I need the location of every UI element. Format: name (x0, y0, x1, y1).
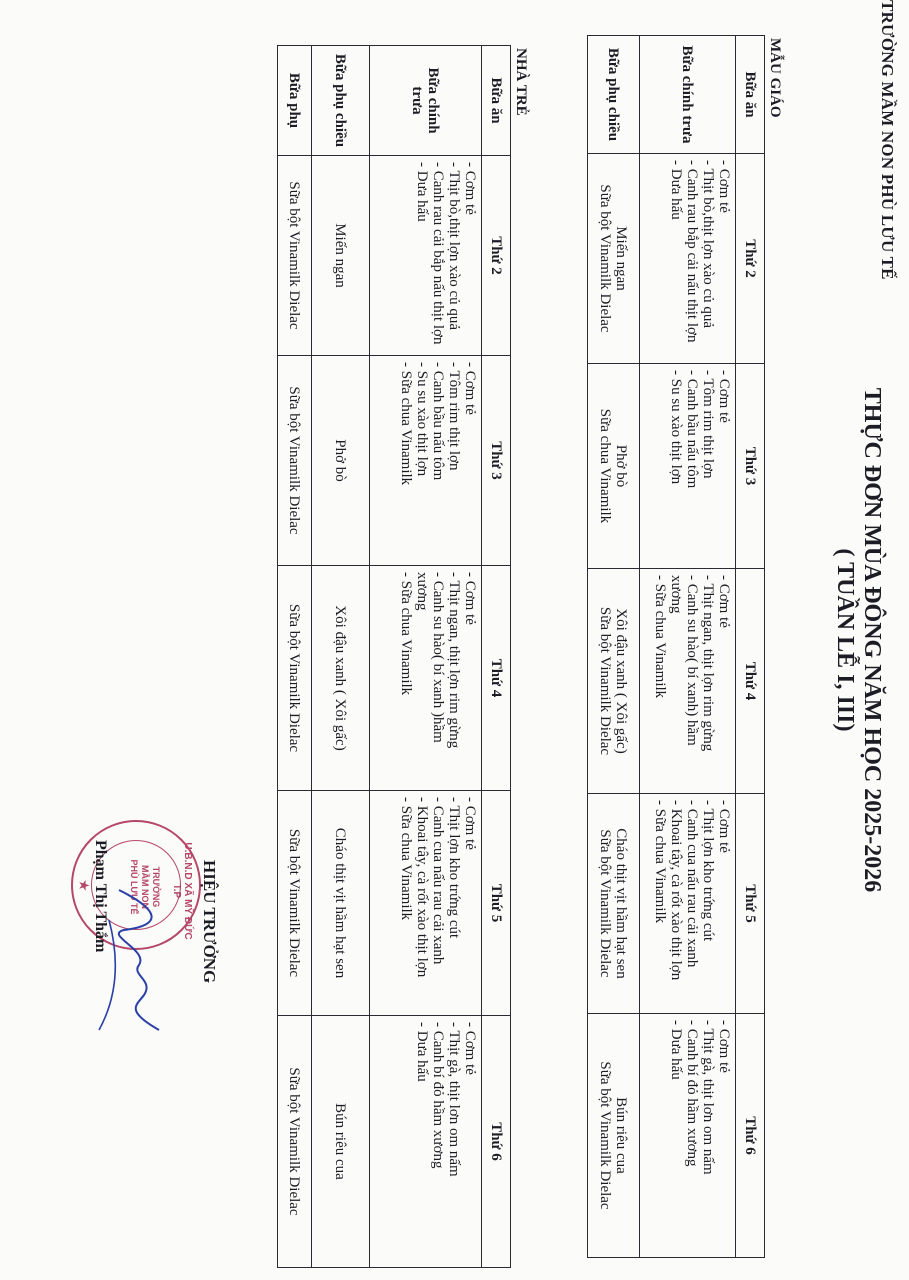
dish-item: - Su su xào thịt lợn (668, 370, 684, 485)
dish-item: - Cơm tẻ (462, 1022, 478, 1075)
section-label-mau-giao: MẪU GIÁO (767, 38, 783, 118)
dish-item: - Sữa chua Vinamilk (398, 572, 414, 696)
dish-item: Sữa chua Vinamilk (597, 408, 614, 524)
document-title (831, 380, 885, 900)
dish-item: Miến ngan (613, 226, 630, 291)
dish-item: - Khoai tây, cà rốt xào thịt lợn (414, 797, 430, 978)
menu-cell (370, 1016, 482, 1268)
stamp-ring-text: U.B.N.D XÃ MỸ ĐỨC T.P (171, 842, 193, 940)
dish-item: - Thịt gà, thịt lơn om nấm (700, 1020, 716, 1175)
dish-item: - Cơm tẻ (716, 800, 732, 853)
dish-item: - Cơm tẻ (716, 370, 732, 423)
menu-cell (640, 364, 736, 569)
dish-item: - Canh su hào( bí xanh )hầm xương (414, 572, 446, 743)
dish-item: - Canh su hào( bí xanh) hầm xương (668, 575, 700, 746)
dish-item: - Thịt ngan, thịt lợn rim gừng (446, 572, 462, 749)
dish-item: - Thịt lợn kho trứng cút (700, 800, 716, 942)
dish-item: - Thịt lợn kho trứng cút (446, 797, 462, 939)
nha-tre-menu-table (277, 45, 511, 1268)
dish-item: - Sữa chua Vinamilk (398, 362, 414, 486)
dish-item: Sữa bột Vinamilk Dielac (597, 829, 614, 978)
menu-cell (370, 791, 482, 1016)
menu-cell (588, 569, 640, 794)
menu-cell: Sữa bột Vinamilk Dielac (278, 791, 312, 1016)
dish-item: - Tôm rim thịt lợn (700, 370, 716, 479)
menu-cell: Bún riêu cua (312, 1016, 370, 1268)
stamp-star-icon: ★ (77, 880, 91, 891)
column-header: Thứ 2 (736, 154, 765, 364)
dish-item: - Canh bầu nấu tôm (430, 362, 446, 481)
column-header: Thứ 5 (482, 791, 511, 1016)
stamp-line: MẦM NON (140, 865, 150, 909)
dish-item: - Cơm tẻ (462, 797, 478, 850)
table-row (312, 46, 370, 1268)
column-header: Thứ 4 (736, 569, 765, 794)
column-header: Thứ 3 (482, 356, 511, 566)
table-row (278, 46, 312, 1268)
column-header: Thứ 4 (482, 566, 511, 791)
dish-item: - Canh cua nấu rau cải xanh (430, 797, 446, 965)
meal-label: Bữa phụ (278, 46, 312, 156)
dish-item: - Thịt bò,thịt lợn xào củ quả (446, 162, 462, 331)
menu-cell: Sữa bột Vinamilk Dielac (278, 156, 312, 356)
menu-cell: Miến ngan (312, 156, 370, 356)
menu-cell: Xôi đậu xanh ( Xôi gấc) (312, 566, 370, 791)
table-row (370, 46, 482, 1268)
menu-cell (640, 1014, 736, 1258)
menu-cell (370, 566, 482, 791)
dish-item: Xôi đậu xanh ( Xôi gấc) (613, 608, 630, 754)
section-label-nha-tre: NHÀ TRẺ (513, 48, 529, 116)
menu-cell (640, 569, 736, 794)
stamp-line: PHÙ LƯU TẾ (129, 859, 139, 915)
column-header: Thứ 6 (736, 1014, 765, 1258)
dish-item: - Dưa hấu (414, 162, 430, 222)
dish-item: - Sữa chua Vinamilk (652, 800, 668, 924)
column-header: Thứ 3 (736, 364, 765, 569)
dish-item: - Canh bí đỏ hầm xương (430, 1022, 446, 1169)
dish-item: - Cơm tẻ (716, 575, 732, 628)
dish-item: - Canh rau cải bắp nấu thịt lợn (430, 162, 446, 345)
column-header: Thứ 6 (482, 1016, 511, 1268)
dish-item: Sữa bột Vinamilk Dielac (597, 606, 614, 756)
menu-cell (370, 156, 482, 356)
menu-cell: Sữa bột Vinamilk Dielac (278, 566, 312, 791)
menu-cell (640, 794, 736, 1014)
dish-item: - Khoai tây, cà rốt xào thịt lợn (668, 800, 684, 981)
dish-item: Sữa bột Vinamilk Dielac (597, 1061, 614, 1210)
column-header: Bữa ăn (736, 36, 765, 154)
dish-item: Cháo thịt vịt hầm hạt sen (613, 828, 630, 979)
dish-item: - Sữa chua Vinamilk (398, 797, 414, 921)
table-row (588, 36, 640, 1258)
school-name: TRƯỜNG MẦM NON PHÙ LƯU TẾ (878, 0, 897, 280)
dish-item: - Canh cua nấu rau cải xanh (684, 800, 700, 968)
meal-label: Bữa chính trưa (370, 46, 482, 156)
dish-item: - Canh bí đỏ hầm xương (684, 1020, 700, 1167)
dish-item: - Cơm tẻ (462, 162, 478, 215)
menu-cell: Sữa bột Vinamilk Dielac (278, 1016, 312, 1268)
dish-item: Sữa bột Vinamilk Dielac (597, 184, 614, 333)
meal-label: Bữa chính trưa (640, 36, 736, 154)
menu-cell: Cháo thịt vịt hầm hạt sen (312, 791, 370, 1016)
stamp-line: TRƯỜNG (151, 866, 161, 908)
dish-item: - Thịt gà, thịt lơn om nấm (446, 1022, 462, 1177)
dish-item: - Su su xào thịt lợn (414, 362, 430, 477)
dish-item: - Cơm tẻ (716, 160, 732, 213)
menu-cell (588, 154, 640, 364)
column-header: Thứ 2 (482, 156, 511, 356)
dish-item: - Tôm rim thịt lợn (446, 362, 462, 471)
menu-cell (640, 154, 736, 364)
table-row (640, 36, 736, 1258)
dish-item: - Thịt bò,thịt lợn xào củ quả (700, 160, 716, 329)
menu-cell: Phở bò (312, 356, 370, 566)
dish-item: - Dưa hấu (668, 160, 684, 220)
signatory-name: Phạm Thị Thắm (92, 840, 109, 953)
table-header-row (482, 46, 511, 1268)
menu-cell (588, 1014, 640, 1258)
menu-cell (370, 356, 482, 566)
dish-item: Bún riêu cua (613, 1097, 630, 1174)
title-line-2: ( TUẦN LỄ I, III) (832, 548, 858, 732)
dish-item: - Cơm tẻ (716, 1020, 732, 1073)
menu-cell (588, 364, 640, 569)
dish-item: - Canh rau bắp cải nấu thịt lợn (684, 160, 700, 343)
column-header: Thứ 5 (736, 794, 765, 1014)
meal-label: Bữa phụ chiều (588, 36, 640, 154)
dish-item: - Cơm tẻ (462, 572, 478, 625)
mau-giao-menu-table (587, 35, 765, 1258)
dish-item: - Dưa hấu (668, 1020, 684, 1080)
column-header: Bữa ăn (482, 46, 511, 156)
meal-label: Bữa phụ chiều (312, 46, 370, 156)
dish-item: - Cơm tẻ (462, 362, 478, 415)
menu-cell: Sữa bột Vinamilk Dielac (278, 356, 312, 566)
dish-item: - Canh bầu nấu tôm (684, 370, 700, 489)
menu-cell (588, 794, 640, 1014)
table-header-row (736, 36, 765, 1258)
signature-role: HIỆU TRƯỞNG (200, 860, 219, 984)
signature-block (19, 820, 219, 1060)
title-line-1: THỰC ĐƠN MÙA ĐÔNG NĂM HỌC 2025-2026 (859, 387, 885, 893)
dish-item: - Sữa chua Vinamilk (652, 575, 668, 699)
dish-item: - Dưa hấu (414, 1022, 430, 1082)
dish-item: - Thịt ngan, thịt lợn rim gừng (700, 575, 716, 752)
dish-item: Phở bò (613, 444, 630, 488)
